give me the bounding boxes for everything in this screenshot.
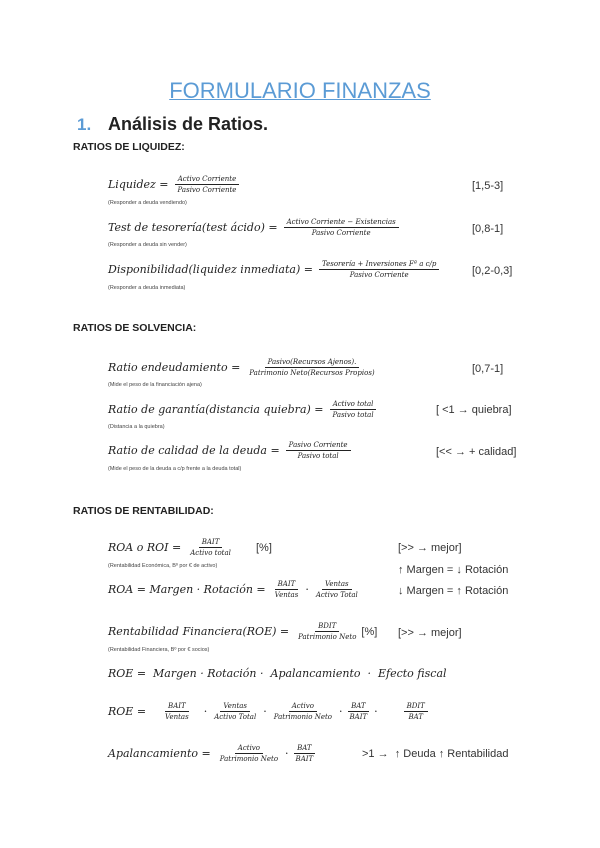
formula-lhs: ROE = (108, 705, 147, 718)
numerator: BDIT (404, 702, 428, 712)
formula-endeudamiento (108, 358, 380, 377)
range-apalancamiento: >1 → ↑ Deuda ↑ Rentabilidad (362, 748, 509, 760)
formula-lhs: Ratio endeudamiento = (108, 361, 241, 374)
relation-1: ↑ Margen = ↓ Rotación (398, 564, 509, 576)
numerator: BDIT (315, 622, 339, 632)
section-liquidez: RATIOS DE LIQUIDEZ: (73, 141, 185, 153)
numerator: Pasivo(Recursos Ajenos). (265, 358, 360, 368)
numerator: BAIT (199, 538, 223, 548)
fraction (187, 538, 234, 557)
denominator: Pasivo Corriente (311, 229, 371, 237)
numerator: Activo Corriente (175, 175, 240, 185)
fraction (293, 744, 317, 763)
formula-disponibilidad (108, 260, 441, 279)
denominator: Patrimonio Neto (298, 633, 357, 641)
note-liquidez: (Responder a deuda vendiendo) (108, 200, 187, 206)
formula-liquidez (108, 175, 241, 194)
fraction (404, 702, 428, 721)
fraction (246, 358, 377, 377)
denominator: Pasivo total (297, 452, 339, 460)
formula-lhs: Liquidez = (108, 178, 169, 191)
unit-roa: [%] (256, 542, 272, 554)
range-roe: [>> → mejor] (398, 627, 462, 639)
formula-lhs: Rentabilidad Financiera(ROE) = (108, 625, 290, 638)
denominator: Patrimonio Neto(Recursos Propios) (249, 369, 375, 377)
fraction (330, 400, 377, 419)
range-roa: [>> → mejor] (398, 542, 462, 554)
document-title: FORMULARIO FINANZAS (169, 78, 431, 103)
formula-roe-componentes (108, 667, 447, 680)
note-endeudamiento: (Mide el peso de la financiación ajena) (108, 382, 202, 388)
range-calidad: [<< → + calidad] (436, 446, 517, 458)
formula-roa-roi (108, 538, 236, 557)
formula-lhs: Ratio de calidad de la deuda = (108, 444, 280, 457)
relation-2: ↓ Margen = ↑ Rotación (398, 585, 509, 597)
fraction (211, 702, 259, 721)
note-roa: (Rentabilidad Económica, Bº por € de activo) (108, 563, 218, 569)
note-test: (Responder a deuda sin vender) (108, 242, 187, 248)
numerator: Activo total (330, 400, 377, 410)
denominator: BAIT (349, 713, 368, 721)
numerator: Tesorería + Inversiones Fª a c/p (319, 260, 439, 270)
unit-roe: [%] (361, 625, 378, 638)
denominator: Ventas (274, 591, 299, 599)
note-disponibilidad: (Responder a deuda inmediata) (108, 285, 186, 291)
denominator: Ventas (165, 713, 189, 721)
fraction (286, 441, 351, 460)
fraction (271, 702, 335, 721)
formula-calidad-deuda (108, 441, 353, 460)
numerator: BAIT (165, 702, 189, 712)
formula-lhs: ROA o ROI = (108, 541, 182, 554)
formula-roe (108, 622, 377, 641)
formula-lhs: ROA = Margen · Rotación = (108, 583, 266, 596)
section-rentabilidad: RATIOS DE RENTABILIDAD: (73, 505, 214, 517)
numerator: Pasivo Corriente (286, 441, 351, 451)
numerator: BAT (348, 702, 369, 712)
formula-roa-descomposicion: ROA = Margen · Rotación = $\frac{\text{BAIT}}{\text{Ventas}}$ · $\frac{\text{Ventas}}{\text{Activo Total}}$ (108, 580, 363, 599)
fraction (284, 218, 399, 237)
range-garantia: [ <1 → quiebra] (436, 404, 512, 416)
fraction (295, 622, 359, 641)
section-solvencia: RATIOS DE SOLVENCIA: (73, 322, 197, 334)
formula-lhs: Disponibilidad(liquidez inmediata) = (108, 263, 313, 276)
range-liquidez: [1,5-3] (472, 180, 504, 192)
numerator: Ventas (220, 702, 250, 712)
range-endeudamiento: [0,7-1] (472, 363, 504, 375)
formula-test-tesoreria (108, 218, 401, 237)
formula-lhs: Ratio de garantía(distancia quiebra) = (108, 403, 324, 416)
note-calidad: (Mide el peso de la deuda a c/p frente a la deuda total) (108, 466, 242, 472)
denominator: Activo Total (315, 591, 358, 599)
formula-apalancamiento: Apalancamiento = $\frac{\text{Activo}}{\text{Patrimonio Neto}}$ · $\frac{\text{BAT}}{\text{BAIT}}$ (108, 744, 318, 763)
denominator: Pasivo total (332, 411, 374, 419)
denominator: Pasivo Corriente (349, 271, 409, 279)
formula-lhs: Apalancamiento = (108, 747, 211, 760)
fraction (347, 702, 371, 721)
fraction (175, 175, 240, 194)
formula-roe-descomposicion: ROE = $\frac{\text{BAIT}}{\text{Ventas}}$ · $\frac{\text{Ventas}}{\text{Activo Total}}$ · $\frac{\text{Activo}}{\text{Patrimonio Neto}}$ · $\frac{\text{BAT}}{\text{BAIT}}$ · $\frac{\text{BDIT}}{\text{BAT}}$ (108, 702, 430, 721)
numerator: Activo Corriente − Existencias (284, 218, 399, 228)
fraction (319, 260, 439, 279)
numerator: BAIT (275, 580, 299, 590)
denominator: BAIT (295, 755, 314, 763)
numerator: Ventas (322, 580, 352, 590)
denominator: Activo Total (214, 713, 257, 721)
fraction (162, 702, 192, 721)
formula-lhs: Test de tesorería(test ácido) = (108, 221, 278, 234)
denominator: BAT (408, 713, 423, 721)
formula-garantia (108, 400, 379, 419)
denominator: Patrimonio Neto (219, 755, 279, 763)
fraction (313, 580, 361, 599)
fraction (272, 580, 302, 599)
range-disponibilidad: [0,2-0,3] (472, 265, 513, 277)
denominator: Pasivo Corriente (177, 186, 237, 194)
denominator: Activo total (190, 549, 231, 557)
numerator: Activo (235, 744, 263, 754)
heading-number: 1. (77, 115, 92, 134)
fraction (217, 744, 281, 763)
range-test: [0,8-1] (472, 223, 504, 235)
note-garantia: (Distancia a la quiebra) (108, 424, 165, 430)
numerator: BAT (294, 744, 315, 754)
note-roe: (Rentabilidad Financiera, Bº por € socios) (108, 647, 210, 653)
formula-text: ROE = Margen · Rotación · Apalancamiento · Efecto fiscal (108, 667, 447, 680)
numerator: Activo (289, 702, 317, 712)
denominator: Patrimonio Neto (273, 713, 333, 721)
heading-text: Análisis de Ratios. (108, 114, 269, 134)
